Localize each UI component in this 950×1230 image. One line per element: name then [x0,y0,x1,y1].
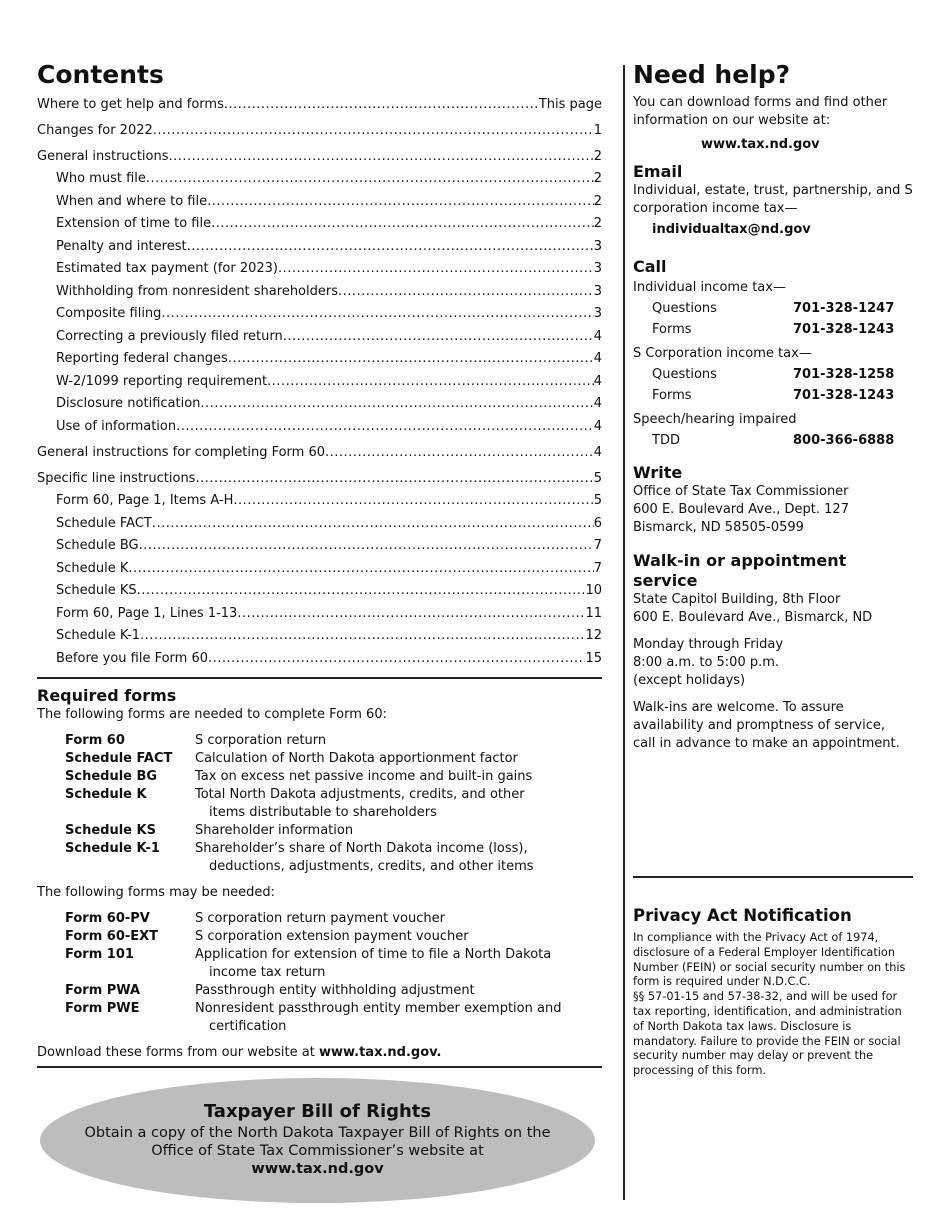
bill-text: Obtain a copy of the North Dakota Taxpayer Bill of Rights on the Office of State Tax Commissioner’s website at [84,1125,551,1159]
form-name: Form 60 [65,733,125,748]
dot-leader [233,490,593,513]
email-title: Email [633,162,683,181]
form-entry [65,1000,602,1036]
form-description [195,732,602,750]
address-line: 600 E. Boulevard Ave., Bismarck, ND [633,610,873,625]
divider [37,677,602,679]
dot-leader [128,558,593,581]
column-divider [623,65,625,1200]
bill-url[interactable]: www.tax.nd.gov [251,1161,384,1177]
dot-leader [207,191,594,214]
dot-leader [153,120,594,143]
dot-leader [161,303,593,326]
form-entry [65,768,602,786]
dot-leader [187,236,594,259]
toc-page: 4 [593,351,602,366]
walk-in-title: Walk-in or appointment service [633,551,847,590]
may-need-intro: The following forms may be needed: [37,885,276,900]
form-name: Schedule K [65,787,147,802]
call-title: Call [633,257,667,276]
form-description [195,840,602,876]
privacy-text: §§ 57-01-15 and 57-38-32, and will be used for tax reporting, identification, and administration of North Dakota tax laws. Disclosure is mandatory. Failure to provide the FEIN or social security number may delay or prevent the processing of this form. [633,990,902,1078]
toc-entry[interactable] [37,236,602,259]
toc-entry[interactable] [37,281,602,304]
form-description [195,822,602,840]
toc-page: This page [538,96,602,112]
toc-entry[interactable] [37,393,602,416]
dot-leader [224,94,539,117]
dot-leader [278,258,594,281]
toc-label: Who must file [56,171,146,186]
hours-line: (except holidays) [633,673,746,688]
form-desc-line: deductions, adjustments, credits, and other items [209,859,534,874]
toc-label: Withholding from nonresident shareholders [56,283,338,299]
toc-page: 4 [593,396,602,411]
toc-label: Disclosure notification [56,396,201,411]
toc-label: Estimated tax payment (for 2023) [56,261,278,276]
toc-page: 12 [585,628,602,643]
hours-line: Monday through Friday [633,637,784,652]
address-line: Bismarck, ND 58505-0599 [633,520,804,535]
help-intro: You can download forms and find other information on our website at: [633,95,888,128]
dot-leader [228,348,594,371]
toc-label: Specific line instructions [37,470,196,486]
toc-page: 5 [593,493,602,508]
toc-label: Schedule KS [56,583,137,598]
dot-leader [169,146,594,169]
dot-leader [208,648,585,671]
toc-page: 3 [593,261,602,276]
dot-leader [211,213,594,236]
form-desc-line: Nonresident passthrough entity member exemption and [195,1001,562,1016]
toc-label: Form 60, Page 1, Lines 1-13 [56,605,238,621]
dot-leader [176,416,594,439]
form-description [195,786,602,822]
form-desc-line: Shareholder information [195,823,354,838]
toc-page: 5 [593,470,602,486]
dot-leader [325,442,594,465]
form-desc-line: Tax on excess net passive income and built-in gains [195,769,533,784]
toc-entry[interactable] [37,580,602,603]
phone-row: Questions 701-328-1258 [652,367,895,382]
toc-page: 3 [593,306,602,321]
toc-page: 2 [593,171,602,186]
required-forms-intro: The following forms are needed to complete Form 60: [37,707,387,722]
toc-entry[interactable] [37,416,602,439]
form-desc-line: Shareholder’s share of North Dakota income (loss), [195,841,528,856]
dot-leader [283,326,594,349]
download-note: Download these forms from our website at www.tax.nd.gov. [37,1045,442,1060]
form-desc-line: S corporation return payment voucher [195,911,445,926]
form-name: Schedule BG [65,769,158,784]
toc-entry[interactable] [37,603,602,626]
form-description [195,768,602,786]
dot-leader [338,281,594,304]
toc-entry[interactable] [37,648,602,671]
toc-label: Schedule FACT [56,515,152,531]
phone-row: Forms 701-328-1243 [652,388,895,403]
dot-leader [195,468,593,491]
contents-section [37,60,602,670]
toc-entry[interactable] [37,513,602,536]
toc-label: Correcting a previously filed return [56,328,283,344]
toc-label: Changes for 2022 [37,122,153,138]
form-description [195,750,602,768]
form-entry [65,732,602,750]
form-name: Schedule FACT [65,751,173,766]
form-entry [65,982,602,1000]
toc-entry[interactable] [37,371,602,394]
toc-entry[interactable] [37,625,602,648]
toc-page: 4 [593,328,602,344]
form-name: Form 60-PV [65,911,150,926]
form-desc-line: Application for extension of time to file a North Dakota [195,947,552,962]
bill-title: Taxpayer Bill of Rights [203,1101,432,1122]
form-desc-line: income tax return [209,965,326,980]
divider [37,1066,602,1068]
form-desc-line: certification [209,1019,287,1034]
dot-leader [146,168,594,191]
dot-leader [237,603,585,626]
form-entry [65,946,602,982]
dot-leader [152,513,594,536]
phone-row: Questions 701-328-1247 [652,301,895,316]
toc-label: Extension of time to file [56,216,212,231]
hours-line: 8:00 a.m. to 5:00 p.m. [633,655,780,670]
privacy-text: In compliance with the Privacy Act of 1974, disclosure of a Federal Employer Identification Number (FEIN) or social security number on this form is required under N.D.C.C. [633,931,906,989]
form-entry [65,822,602,840]
form-description [195,910,602,928]
required-forms-list [65,732,602,876]
required-forms-title: Required forms [37,686,177,705]
privacy-title: Privacy Act Notification [633,906,852,925]
need-help-section [633,60,918,753]
toc-page: 7 [593,560,602,576]
form-entry [65,910,602,928]
form-entry [65,750,602,768]
toc-page: 4 [593,444,602,460]
form-desc-line: items distributable to shareholders [209,805,437,820]
form-desc-line: Total North Dakota adjustments, credits, and other [195,787,525,802]
toc-entry[interactable] [37,191,602,214]
toc-label: When and where to file [56,193,208,209]
website-link[interactable]: www.tax.nd.gov [701,137,820,152]
toc-entry[interactable] [37,558,602,581]
toc-page: 4 [593,418,602,434]
toc-entry[interactable] [37,94,602,117]
form-name: Form 60-EXT [65,929,159,944]
form-name: Form 101 [65,947,134,962]
dot-leader [200,393,593,416]
toc-page: 6 [593,515,602,531]
form-description [195,928,602,946]
toc-label: Schedule K-1 [56,628,140,643]
form-entry [65,840,602,876]
speech-impaired-label: Speech/hearing impaired [633,412,797,427]
form-entry [65,786,602,822]
toc-entry[interactable] [37,442,602,465]
toc-label: Schedule K [56,560,129,576]
dot-leader [137,580,586,603]
form-name: Schedule KS [65,823,156,838]
toc-page: 15 [585,650,602,666]
form-description [195,982,602,1000]
toc-page: 3 [593,283,602,299]
toc-page: 3 [593,238,602,254]
toc-entry[interactable] [37,490,602,513]
toc-entry[interactable] [37,348,602,371]
address-line: Office of State Tax Commissioner [633,484,849,499]
form-desc-line: S corporation return [195,733,327,748]
form-name: Form PWA [65,983,141,998]
required-forms-section [37,686,602,1062]
form-desc-line: S corporation extension payment voucher [195,929,469,944]
toc-page: 1 [593,122,602,138]
toc-page: 2 [593,193,602,209]
form-name: Form PWE [65,1001,140,1016]
toc-page: 11 [585,605,602,621]
toc-label: W-2/1099 reporting requirement [56,373,268,389]
form-entry [65,928,602,946]
toc-entry[interactable] [37,120,602,143]
phone-row: Forms 701-328-1243 [652,322,895,337]
toc-entry[interactable] [37,303,602,326]
toc-entry[interactable] [37,168,602,191]
toc-entry[interactable] [37,326,602,349]
individual-tax-label: Individual income tax— [633,280,786,295]
walk-in-note: Walk-ins are welcome. To assure availability and promptness of service, call in advance to make an appointment. [633,700,900,751]
toc-label: General instructions [37,148,169,164]
form-desc-line: Calculation of North Dakota apportionment factor [195,751,518,766]
toc-entry[interactable] [37,535,602,558]
form-desc-line: Passthrough entity withholding adjustment [195,983,475,998]
toc-page: 7 [593,538,602,553]
optional-forms-list [65,910,602,1036]
dot-leader [140,625,585,648]
form-description [195,946,602,982]
toc-label: Where to get help and forms [37,96,224,112]
address-line: State Capitol Building, 8th Floor [633,592,841,607]
download-link[interactable]: www.tax.nd.gov. [318,1045,442,1060]
toc-label: General instructions for completing Form 60 [37,444,326,460]
toc-page: 4 [593,373,602,389]
toc-label: Form 60, Page 1, Items A-H [56,493,234,508]
address-line: 600 E. Boulevard Ave., Dept. 127 [633,502,849,517]
toc-entry[interactable] [37,146,602,169]
toc-label: Penalty and interest [56,238,187,254]
toc-label: Reporting federal changes [56,351,228,366]
write-title: Write [633,463,683,482]
privacy-section [633,906,918,1079]
form-name: Schedule K-1 [65,841,160,856]
email-text: Individual, estate, trust, partnership, and S corporation income tax— [633,183,913,216]
toc-page: 10 [585,583,602,598]
toc-label: Before you file Form 60 [56,650,209,666]
toc-entry[interactable] [37,468,602,491]
dot-leader [267,371,594,394]
need-help-title: Need help? [633,60,791,89]
toc-page: 2 [593,148,602,164]
taxpayer-bill-of-rights [40,1078,595,1203]
s-corp-tax-label: S Corporation income tax— [633,346,812,361]
email-link[interactable]: individualtax@nd.gov [652,222,811,237]
dot-leader [139,535,594,558]
toc-page: 2 [593,216,602,231]
contents-title: Contents [37,60,164,89]
form-description [195,1000,602,1036]
toc-label: Composite filing [56,306,162,321]
divider [633,876,913,878]
toc-entry[interactable] [37,258,602,281]
table-of-contents [37,94,602,671]
toc-label: Use of information [56,418,177,434]
toc-label: Schedule BG [56,538,139,553]
toc-entry[interactable] [37,213,602,236]
phone-row: TDD 800-366-6888 [652,433,895,448]
